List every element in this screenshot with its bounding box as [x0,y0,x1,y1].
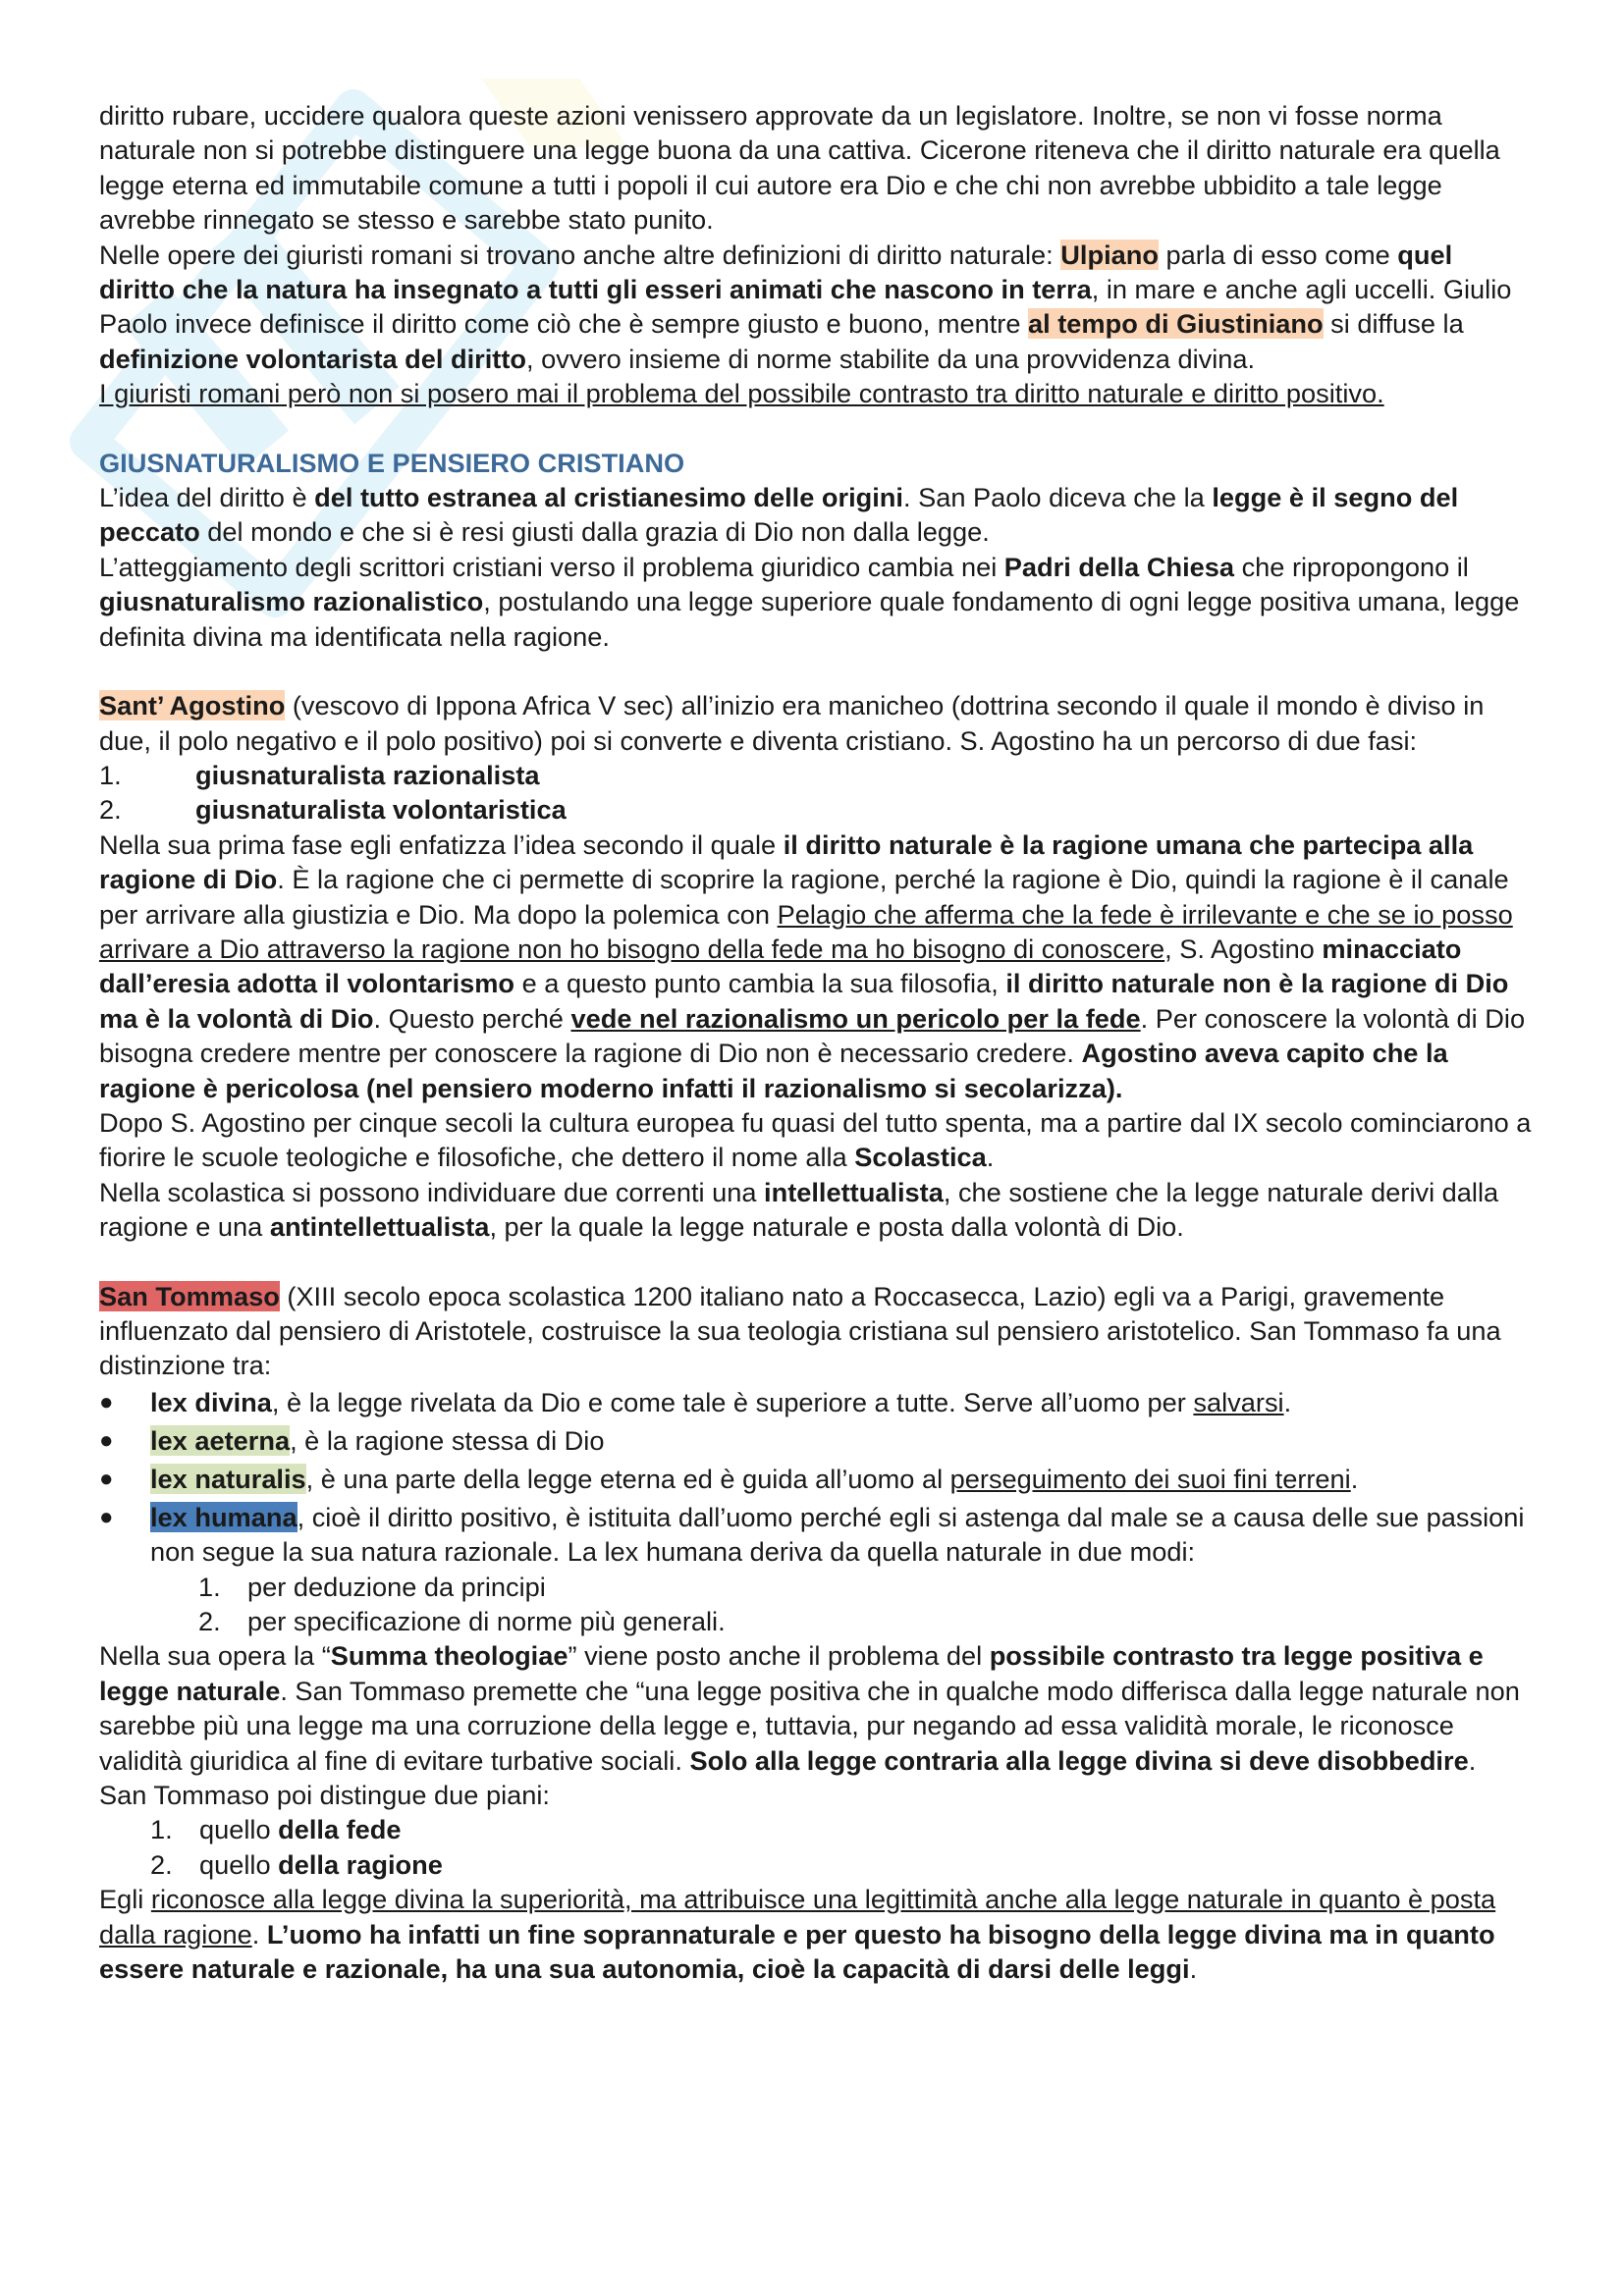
paragraph-giuristi-romani: Nelle opere dei giuristi romani si trovano anche altre definizioni di diritto naturale: Ulpiano parla di esso come quel diritto che la natura ha insegnato a tutti gli esseri animati che nascono in terra, in mare e anche agli uccelli. Giulio Paolo invece definisce il diritto come ciò che è sempre giusto e buono, mentre al tempo di Giustiniano si diffuse la definizione volontarista del diritto, ovvero insieme di norme stabilite da una provvidenza divina. [99,239,1512,374]
highlight-lex-humana: lex humana [150,1501,298,1532]
list-item-lex-humana: ● lex humana, cioè il diritto positivo, è istituita dall’uomo perché egli si astenga dal male se a causa delle sue passioni non segue la sua natura razionale. La lex humana deriva da quella naturale in due modi: [99,1498,1533,1570]
list-item-phase-2: 2. giusnaturalista volontaristica [99,794,567,826]
bullet-icon: ● [99,1503,114,1530]
highlight-giustiniano: al tempo di Giustiniano [1028,308,1324,340]
paragraph-due-piani: San Tommaso poi distingue due piani: [99,1780,550,1811]
paragraph-fasi: Nella sua prima fase egli enfatizza l’idea secondo il quale il diritto naturale è la ragione umana che partecipa alla ragione di Dio. È la ragione che ci permette di scoprire la ragione, perché la ragione è Dio, quindi la ragione è il canale per arrivare alla giustizia e Dio. Ma dopo la polemica con Pelagio che afferma che la fede è irrilevante e che se io posso arrivare a Dio attraverso la ragione non ho bisogno della fede ma ho bisogno di conoscere, S. Agostino minacciato dall’eresia adotta il volontarismo e a questo punto cambia la sua filosofia, il diritto naturale non è la ragione di Dio ma è la volontà di Dio. Questo perché vede nel razionalismo un pericolo per la fede. Per conoscere la volontà di Dio bisogna credere mentre per conoscere la ragione di Dio non è necessario credere. Agostino aveva capito che la ragione è pericolosa (nel pensiero moderno infatti il razionalismo si secolarizza). [99,828,1526,1103]
list-item-lex-naturalis: ● lex naturalis, è una parte della legge eterna ed è guida all’uomo al perseguimento dei suoi fini terreni. [99,1460,1533,1498]
paragraph-correnti: Nella scolastica si possono individuare due correnti una intellettualista, che sostiene che la legge naturale derivi dalla ragione e una antintellettualista, per la quale la legge naturale e posta dalla volontà di Dio. [99,1176,1499,1243]
list-item-plane-1: 1. quello della fede [150,1814,402,1845]
list-item-mode-1: 1. per deduzione da principi [198,1571,546,1602]
document-page [99,98,1533,1987]
paragraph-agostino: Sant’ Agostino (vescovo di Ippona Africa V sec) all’inizio era manicheo (dottrina secondo il quale il mondo è diviso in due, il polo negativo e il polo positivo) poi si converte e diventa cristiano. S. Agostino ha un percorso di due fasi: [99,690,1485,756]
highlight-lex-naturalis: lex naturalis [150,1463,306,1494]
list-item-lex-divina: ● lex divina, è la legge rivelata da Dio e come tale è superiore a tutte. Serve all’uomo per salvarsi. [99,1383,1533,1421]
paragraph-contrasto: I giuristi romani però non si posero mai il problema del possibile contrasto tra diritto naturale e diritto positivo. [99,378,1384,409]
highlight-lex-aeterna: lex aeterna [150,1424,291,1456]
paragraph-cristianesimo: L’idea del diritto è del tutto estranea al cristianesimo delle origini. San Paolo diceva che la legge è il segno del peccato del mondo e che si è resi giusti dalla grazia di Dio non dalla legge. [99,482,1459,548]
paragraph-tommaso: San Tommaso (XIII secolo epoca scolastica 1200 italiano nato a Roccasecca, Lazio) egli va a Parigi, gravemente influenzato dal pensiero di Aristotele, costruisce la sua teologia cristiana sul pensiero aristotelico. San Tommaso fa una distinzione tra: [99,1280,1501,1381]
bullet-icon: ● [99,1465,114,1492]
paragraph-scolastica: Dopo S. Agostino per cinque secoli la cultura europea fu quasi del tutto spenta, ma a partire dal IX secolo cominciarono a fiorire le scuole teologiche e filosofiche, che dettero il nome alla Scolastica. [99,1106,1532,1173]
bullet-icon: ● [99,1388,114,1415]
paragraph-padri-chiesa: L’atteggiamento degli scrittori cristiani verso il problema giuridico cambia nei Padri della Chiesa che ripropongono il giusnaturalismo razionalistico, postulando una legge superiore quale fondamento di ogni legge positiva umana, legge definita divina ma identificata nella ragione. [99,551,1520,652]
highlight-tommaso: San Tommaso [99,1280,280,1311]
list-item-plane-2: 2. quello della ragione [150,1848,443,1880]
section-heading: GIUSNATURALISMO E PENSIERO CRISTIANO [99,447,685,478]
paragraph-cicerone: diritto rubare, uccidere qualora queste azioni venissero approvate da un legislatore. Inoltre, se non vi fosse norma naturale non si potrebbe distinguere una legge buona da una cattiva. Cicerone riteneva che il diritto naturale era quella legge eterna ed immutabile comune a tutti i popoli il cui autore era Dio e che chi non avrebbe ubbidito a tale legge avrebbe rinnegato se stesso e sarebbe stato punito. [99,100,1500,236]
paragraph-conclusione: Egli riconosce alla legge divina la superiorità, ma attribuisce una legittimità anche alla legge naturale in quanto è posta dalla ragione. L’uomo ha infatti un fine soprannaturale e per questo ha bisogno della legge divina ma in quanto essere naturale e razionale, ha una sua autonomia, cioè la capacità di darsi delle leggi. [99,1884,1496,1985]
highlight-agostino: Sant’ Agostino [99,690,286,721]
list-item-lex-aeterna: ● lex aeterna, è la ragione stessa di Dio [99,1421,1533,1460]
highlight-ulpiano: Ulpiano [1060,239,1159,270]
list-item-phase-1: 1. giusnaturalista razionalista [99,759,540,790]
bullet-icon: ● [99,1426,114,1454]
list-item-mode-2: 2. per specificazione di norme più generali. [198,1606,726,1637]
paragraph-summa: Nella sua opera la “Summa theologiae” viene posto anche il problema del possibile contrasto tra legge positiva e legge naturale. San Tommaso premette che “una legge positiva che in qualche modo differisca dalla legge naturale non sarebbe più una legge ma una corruzione della legge e, tuttavia, pur negando ad essa validità morale, le riconosce validità giuridica al fine di evitare turbative sociali. Solo alla legge contraria alla legge divina si deve disobbedire. [99,1640,1520,1776]
